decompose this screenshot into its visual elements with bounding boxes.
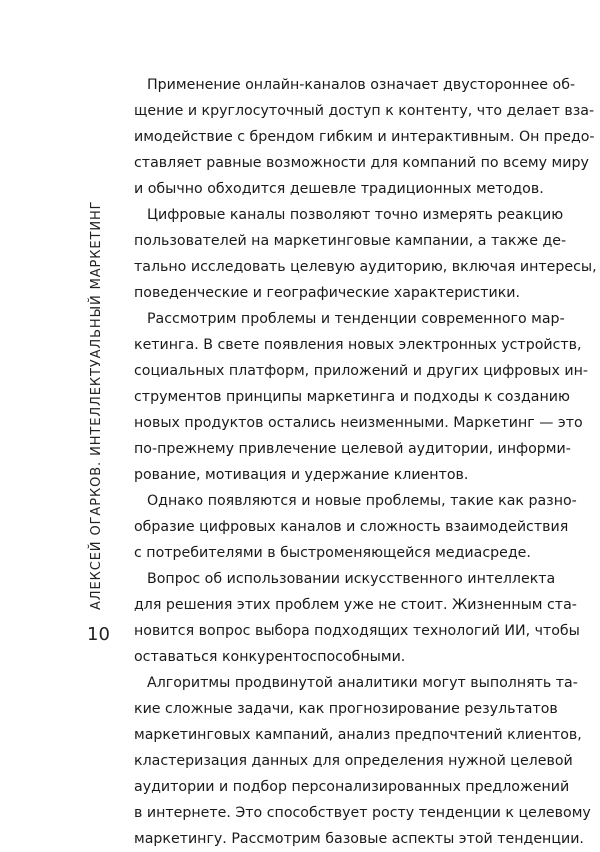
page-body [134, 72, 597, 852]
text-line: в интернете. Это способствует росту тенденции к целевому [134, 805, 591, 821]
text-line: Рассмотрим проблемы и тенденции современного мар- [147, 311, 565, 327]
running-head: АЛЕКСЕЙ ОГАРКОВ. ИНТЕЛЛЕКТУАЛЬНЫЙ МАРКЕТИНГ [89, 200, 104, 610]
text-line: маркетинговых кампаний, анализ предпочтений клиентов, [134, 727, 582, 743]
page-number: 10 [87, 624, 110, 645]
text-line: новых продуктов остались неизменными. Маркетинг — это [134, 415, 583, 431]
text-line: образие цифровых каналов и сложность взаимодействия [134, 519, 569, 535]
text-line: аудитории и подбор персонализированных предложений [134, 779, 570, 795]
text-line: Цифровые каналы позволяют точно измерять реакцию [147, 207, 564, 223]
text-line: кие сложные задачи, как прогнозирование результатов [134, 701, 558, 717]
text-line: маркетингу. Рассмотрим базовые аспекты этой тенденции. [134, 831, 584, 847]
text-line: кластеризация данных для определения нужной целевой [134, 753, 573, 769]
text-line: имодействие с брендом гибким и интерактивным. Он предо- [134, 129, 595, 145]
text-line: ставляет равные возможности для компаний по всему миру [134, 155, 589, 171]
text-line: поведенческие и географические характеристики. [134, 285, 520, 301]
text-line: по-прежнему привлечение целевой аудитории, информи- [134, 441, 571, 457]
text-line: Однако появляются и новые проблемы, такие как разно- [147, 493, 577, 509]
text-line: пользователей на маркетинговые кампании, а также де- [134, 233, 567, 249]
text-line: новится вопрос выбора подходящих технологий ИИ, чтобы [134, 623, 580, 639]
paragraph-ai-question [134, 566, 580, 670]
text-line: щение и круглосуточный доступ к контенту, что делает вза- [134, 103, 595, 119]
text-line: с потребителями в быстроменяющейся медиасреде. [134, 545, 531, 561]
paragraph-new-problems [134, 488, 577, 566]
paragraph-problems-trends [134, 306, 588, 488]
text-line: и обычно обходится дешевле традиционных методов. [134, 181, 544, 197]
text-line: струментов принципы маркетинга и подходы к созданию [134, 389, 570, 405]
paragraph-advanced-analytics [134, 670, 591, 852]
text-line: для решения этих проблем уже не стоит. Жизненным ста- [134, 597, 577, 613]
text-line: оставаться конкурентоспособными. [134, 649, 406, 665]
paragraph-digital-channels [134, 202, 597, 306]
text-line: рование, мотивация и удержание клиентов. [134, 467, 469, 483]
text-line: Алгоритмы продвинутой аналитики могут выполнять та- [147, 675, 578, 691]
text-line: тально исследовать целевую аудиторию, включая интересы, [134, 259, 597, 275]
text-line: социальных платформ, приложений и других цифровых ин- [134, 363, 588, 379]
paragraph-online-channels [134, 72, 595, 202]
text-line: Применение онлайн-каналов означает двустороннее об- [147, 77, 576, 93]
text-line: Вопрос об использовании искусственного интеллекта [147, 571, 556, 587]
text-line: кетинга. В свете появления новых электронных устройств, [134, 337, 582, 353]
